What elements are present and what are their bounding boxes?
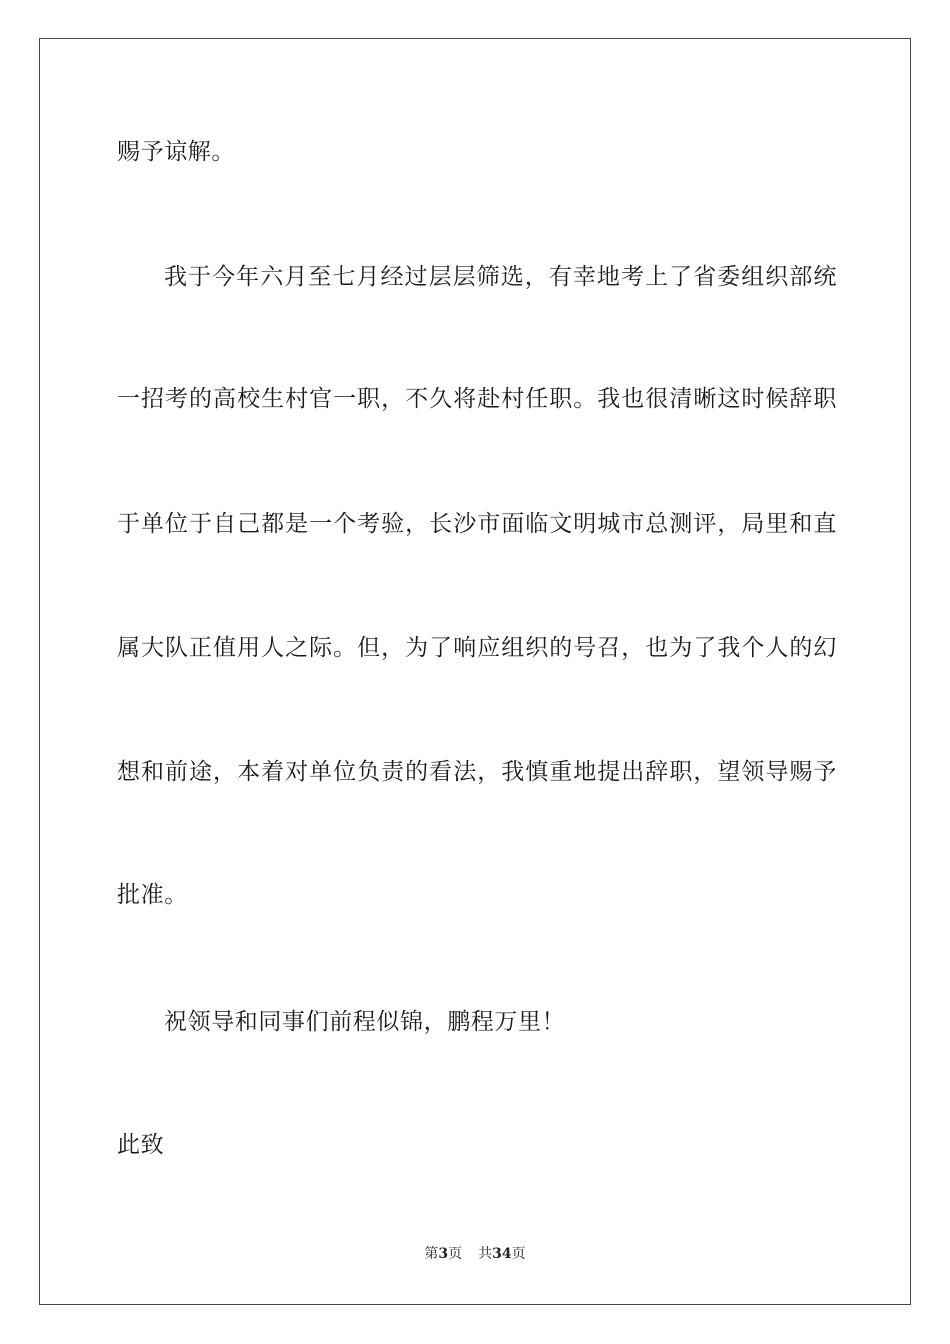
text-line-8: 祝领导和同事们前程似锦，鹏程万里！: [164, 1009, 566, 1035]
page-border: [39, 38, 911, 1305]
page-prefix: 第: [424, 1246, 439, 1262]
text-line-1: 赐予谅解。: [117, 139, 235, 165]
text-line-2: 我于今年六月至七月经过层层筛选，有幸地考上了省委组织部统: [164, 264, 837, 290]
page-number: 3: [438, 1246, 449, 1262]
text-line-7: 批准。: [117, 882, 188, 908]
text-line-6: 想和前途，本着对单位负责的看法，我慎重地提出辞职，望领导赐予: [117, 759, 837, 785]
text-line-9: 此致: [117, 1132, 165, 1158]
text-line-4: 于单位于自己都是一个考验，长沙市面临文明城市总测评，局里和直: [117, 511, 837, 537]
page-footer: [0, 1245, 950, 1263]
total-suffix: 页: [511, 1246, 526, 1262]
total-prefix: 共: [478, 1246, 493, 1262]
page-suffix: 页: [448, 1246, 463, 1262]
total-pages: 34: [492, 1246, 512, 1262]
text-line-3: 一招考的高校生村官一职，不久将赴村任职。我也很清晰这时候辞职: [117, 386, 837, 412]
text-line-5: 属大队正值用人之际。但，为了响应组织的号召，也为了我个人的幻: [117, 635, 837, 661]
